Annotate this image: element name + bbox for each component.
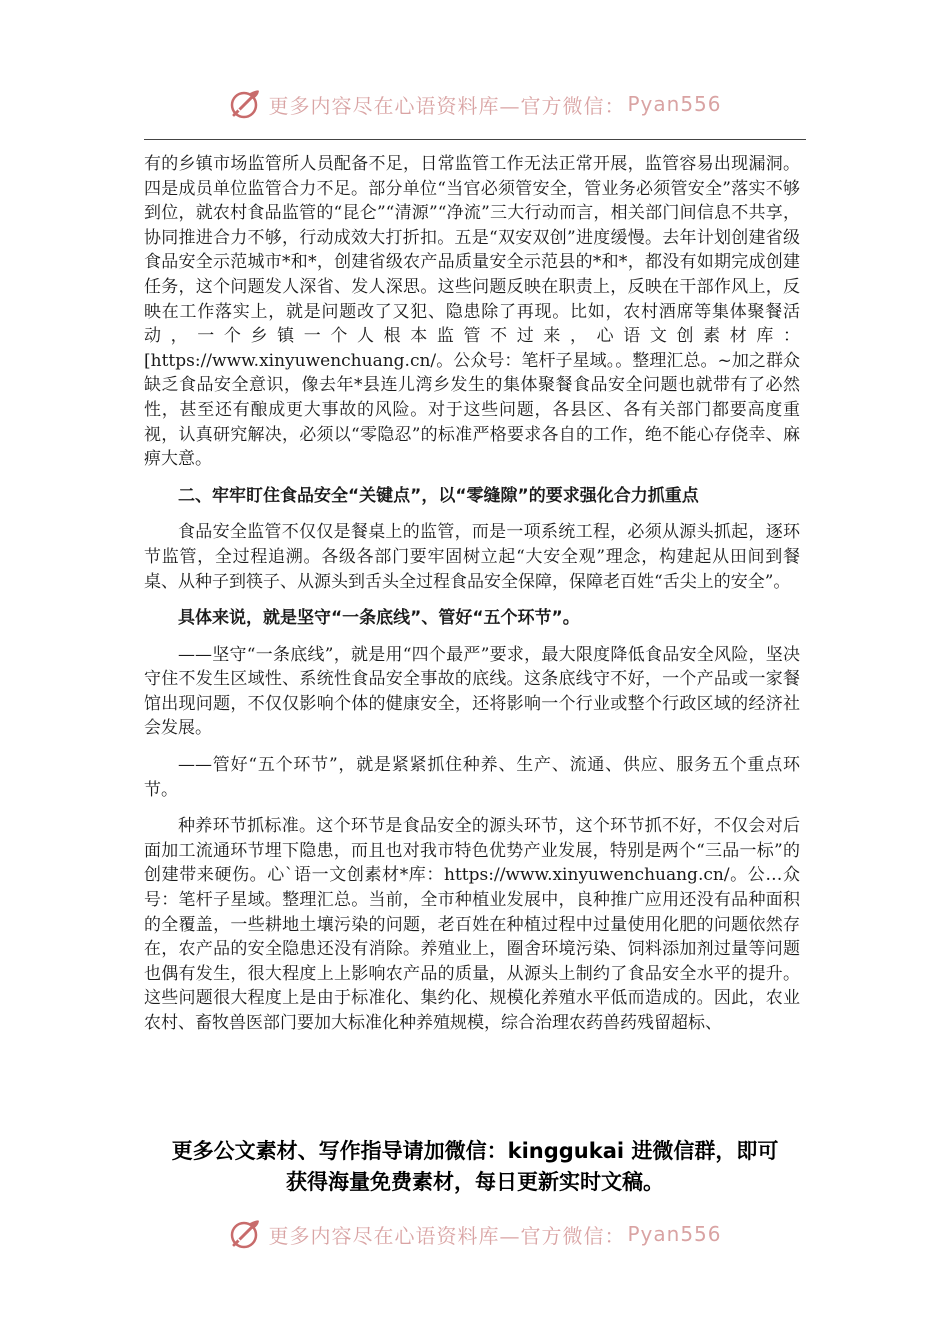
- watermark-text: 更多内容尽在心语资料库—官方微信：: [268, 93, 626, 118]
- paragraph: ——坚守“一条底线”，就是用“四个最严”要求，最大限度降低食品安全风险，坚决守住不发生区域性、系统性食品安全事故的底线。这条底线守不好，一个产品或一家餐馆出现问题，不仅仅影响个体的健康安全，还将影响一个行业或整个行政区域的经济社会发展。: [144, 644, 800, 739]
- section-heading: 二、牢牢盯住食品安全“关键点”，以“零缝隙”的要求强化合力抓重点: [178, 485, 699, 506]
- document-body: [144, 152, 800, 1048]
- paragraph: 有的乡镇市场监管所人员配备不足，日常监管工作无法正常开展，监管容易出现漏洞。四是成员单位监管合力不足。部分单位“当官必须管安全，管业务必须管安全”落实不够到位，就农村食品监管的“昆仑”“清源”“净流”三大行动而言，相关部门间信息不共享，协同推进合力不够，行动成效大打折扣。五是“双安双创”进度缓慢。去年计划创建省级食品安全示范城市*和*，创建省级农产品质量安全示范县的*和*，都没有如期完成创建任务，这个问题发人深省、发人深思。这些问题反映在职责上，反映在干部作风上，反映在工作落实上，就是问题改了又犯、隐患除了再现。比如，农村酒席等集体聚餐活动，一个乡镇一个人根本监管不过来，心语文创素材库：[https://www.xinyuwenchuang.cn/。公众号：笔杆子星域。。整理汇总。~加之群众缺乏食品安全意识，像去年*县连儿湾乡发生的集体聚餐食品安全问题也就带有了必然性，甚至还有酿成更大事故的风险。对于这些问题，各县区、各有关部门都要高度重视，认真研究解决，必须以“零隐忍”的标准严格要求各自的工作，绝不能心存侥幸、麻痹大意。: [144, 154, 800, 470]
- watermark-text: 更多内容尽在心语资料库—官方微信：: [268, 1223, 626, 1248]
- promo-banner: [144, 1136, 806, 1198]
- header-watermark: [0, 82, 950, 126]
- watermark-wechat-id: Pyan556: [627, 92, 722, 116]
- header-divider: [144, 139, 806, 140]
- promo-line-2: 获得海量免费素材，每日更新实时文稿。: [286, 1170, 664, 1194]
- paragraph: 食品安全监管不仅仅是餐桌上的监管，而是一项系统工程，必须从源头抓起，逐环节监管，全过程追溯。各级各部门要牢固树立起“大安全观”理念，构建起从田间到餐桌、从种子到筷子、从源头到舌头全过程食品安全保障，保障老百姓“舌尖上的安全”。: [144, 522, 800, 592]
- watermark-wechat-id: Pyan556: [627, 1222, 722, 1246]
- footer-watermark: [0, 1212, 950, 1256]
- paragraph: ——管好“五个环节”，就是紧紧抓住种养、生产、流通、供应、服务五个重点环节。: [144, 755, 800, 800]
- promo-line-1: 更多公文素材、写作指导请加微信：kinggukai 进微信群，即可: [171, 1139, 779, 1163]
- quill-pen-logo-icon: [228, 1217, 262, 1251]
- paragraph: 种养环节抓标准。这个环节是食品安全的源头环节，这个环节抓不好，不仅会对后面加工流通环节埋下隐患，而且也对我市特色优势产业发展，特别是两个“三品一标”的创建带来硬伤。心`语一文创素材*库：https://www.xinyuwenchuang.cn/。公…众号：笔杆子星域。整理汇总。当前，全市种植业发展中，良种推广应用还没有品种面积的全覆盖，一些耕地土壤污染的问题，老百姓在种植过程中过量使用化肥的问题依然存在，农产品的安全隐患还没有消除。养殖业上，圈舍环境污染、饲料添加剂过量等问题也偶有发生，很大程度上上影响农产品的质量，从源头上制约了食品安全水平的提升。这些问题很大程度上是由于标准化、集约化、规模化养殖水平低而造成的。因此，农业农村、畜牧兽医部门要加大标准化种养殖规模，综合治理农药兽药残留超标、: [144, 816, 800, 1033]
- subheading: 具体来说，就是坚守“一条底线”、管好“五个环节”。: [178, 608, 580, 629]
- quill-pen-logo-icon: [228, 87, 262, 121]
